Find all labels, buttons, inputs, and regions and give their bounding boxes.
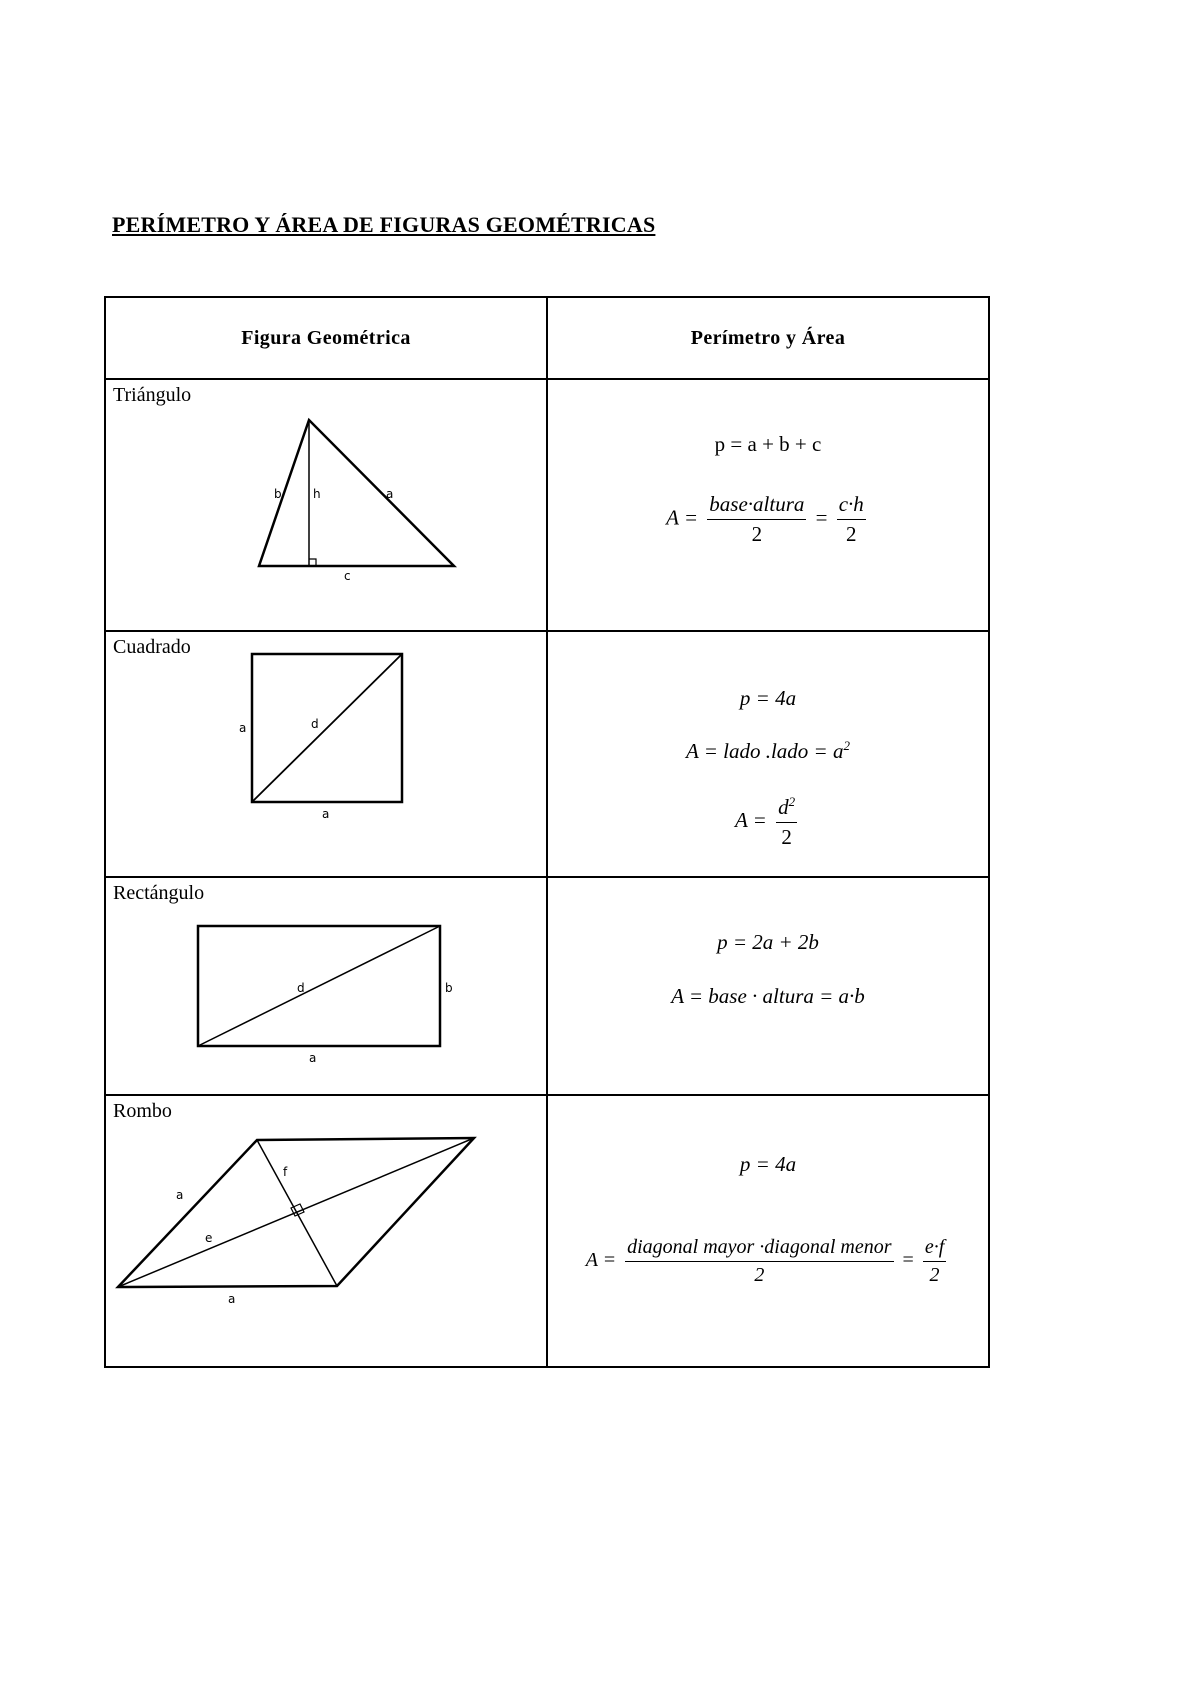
area-cuadrado-exponent: 2 xyxy=(843,738,850,753)
triangle-diagram xyxy=(106,380,547,630)
figure-name-triangulo: Triángulo xyxy=(113,384,192,406)
perimeter-rectangulo: p = 2a + 2b xyxy=(717,930,819,954)
diag-frac-denominator: 2 xyxy=(781,825,792,849)
rombo-frac1-denominator: 2 xyxy=(754,1264,765,1286)
rectangle-label-b: b xyxy=(445,981,453,995)
area-cuadrado-diag-frac xyxy=(776,794,797,850)
area-triangulo-frac1 xyxy=(707,492,806,547)
figure-cell-rectangulo xyxy=(105,877,547,1095)
triangle-label-a: a xyxy=(386,487,394,501)
rombo-equals-sign: = xyxy=(902,1249,914,1272)
figure-cell-cuadrado xyxy=(105,631,547,877)
area-cuadrado-diagonal xyxy=(548,794,988,850)
triangle-label-c: c xyxy=(344,569,351,583)
rhombus-label-f: f xyxy=(283,1165,288,1179)
rhombus-label-a-side: a xyxy=(176,1188,184,1202)
rhombus-label-e: e xyxy=(205,1231,213,1245)
square-label-d: d xyxy=(311,717,319,731)
formulas-table xyxy=(104,296,990,1368)
formula-cell-cuadrado xyxy=(547,631,989,877)
document-title: PERÍMETRO Y ÁREA DE FIGURAS GEOMÉTRICAS xyxy=(112,212,656,237)
perimeter-cuadrado: p = 4a xyxy=(739,686,797,710)
diag-num-d: d xyxy=(778,795,789,819)
figure-name-rectangulo: Rectángulo xyxy=(113,882,205,904)
frac2-denominator: 2 xyxy=(846,522,857,546)
figure-name-rombo: Rombo xyxy=(113,1100,172,1122)
table-row-rombo xyxy=(105,1095,989,1367)
figure-cell-rombo xyxy=(105,1095,547,1367)
diag-num-exponent: 2 xyxy=(788,794,796,809)
perimeter-rombo: p = 4a xyxy=(739,1152,797,1176)
area-rombo-frac1 xyxy=(625,1236,893,1287)
rectangle-label-a: a xyxy=(309,1051,317,1065)
figure-cell-triangulo xyxy=(105,379,547,631)
formula-cell-rombo xyxy=(547,1095,989,1367)
area-cuadrado-lado xyxy=(548,738,988,764)
formula-cell-triangulo xyxy=(547,379,989,631)
area-triangulo xyxy=(548,492,988,547)
perimeter-triangulo: p = a + b + c xyxy=(714,432,822,456)
rectangle-label-d: d xyxy=(297,981,305,995)
area-triangulo-frac2 xyxy=(837,492,866,547)
header-perimetro-area: Perímetro y Área xyxy=(547,297,989,379)
rombo-frac1-numerator: diagonal mayor ·diagonal menor xyxy=(625,1236,893,1262)
rhombus-label-a-bottom: a xyxy=(228,1292,236,1306)
square-label-a-side: a xyxy=(239,721,247,735)
table-row-rectangulo xyxy=(105,877,989,1095)
area-cuadrado-lado-text: A = lado .lado = a xyxy=(686,739,844,763)
rhombus-diagram xyxy=(106,1096,547,1366)
diag-frac-numerator xyxy=(776,794,797,823)
area-cuadrado-diag-lhs: A = xyxy=(734,807,767,832)
area-rombo xyxy=(548,1236,988,1287)
formula-cell-rectangulo xyxy=(547,877,989,1095)
area-rombo-lhs: A = xyxy=(585,1249,617,1272)
equals-sign: = xyxy=(815,505,828,530)
triangle-label-b: b xyxy=(274,487,282,501)
frac2-numerator: c·h xyxy=(837,492,866,520)
rombo-frac2-denominator: 2 xyxy=(929,1264,940,1286)
figure-name-cuadrado: Cuadrado xyxy=(113,636,191,658)
table-row-cuadrado xyxy=(105,631,989,877)
area-triangulo-lhs: A = xyxy=(666,505,699,530)
table-row-triangulo xyxy=(105,379,989,631)
rectangle-diagram xyxy=(106,878,547,1094)
square-label-a-bottom: a xyxy=(322,807,330,821)
frac1-numerator: base·altura xyxy=(707,492,806,520)
square-diagram xyxy=(106,632,547,876)
header-figura: Figura Geométrica xyxy=(105,297,547,379)
area-rombo-frac2 xyxy=(923,1236,946,1287)
table-header-row xyxy=(105,297,989,379)
frac1-denominator: 2 xyxy=(751,522,763,546)
rombo-frac2-numerator: e·f xyxy=(923,1236,946,1262)
area-rectangulo: A = base · altura = a·b xyxy=(671,984,865,1008)
triangle-label-h: h xyxy=(313,487,321,501)
